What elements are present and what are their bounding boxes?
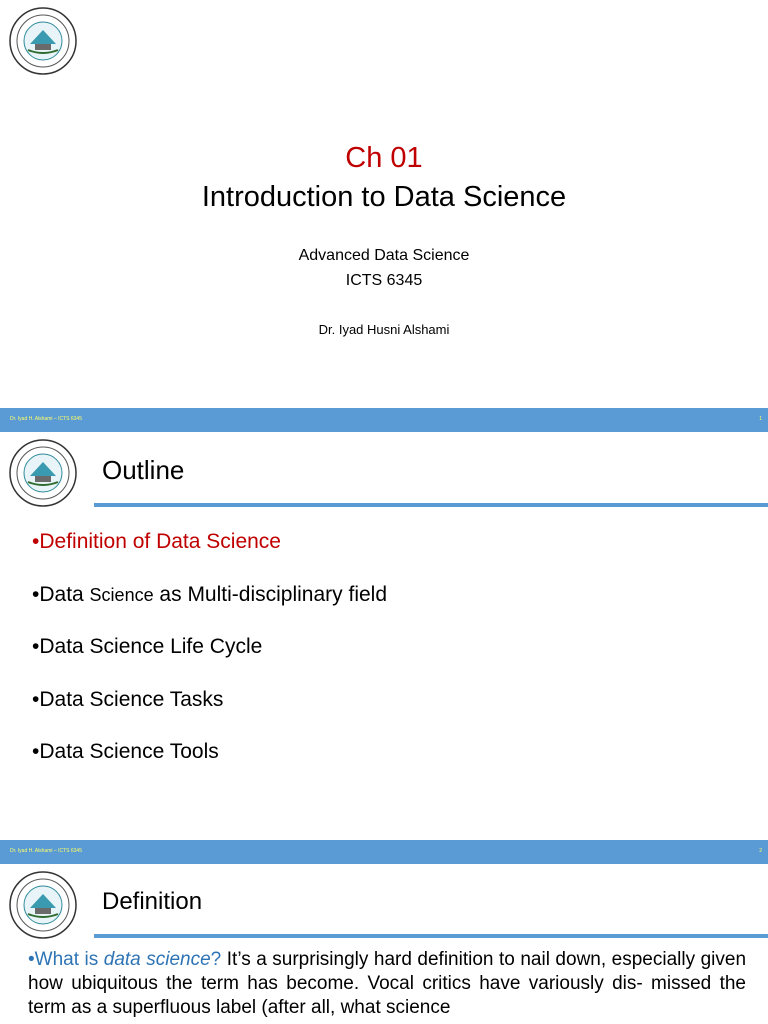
university-seal-icon <box>8 870 78 940</box>
slide-footer <box>0 840 768 864</box>
outline-item-tools: •Data Science Tools <box>32 740 219 763</box>
title-divider <box>94 503 768 507</box>
outline-item-part: as Multi-disciplinary field <box>153 583 388 606</box>
slide-1 <box>0 0 768 432</box>
course-code: ICTS 6345 <box>345 272 423 289</box>
definition-question: ? <box>210 949 222 970</box>
footer-text: Dr. Iyad H. Alshami – ICTS 6345 <box>10 848 82 854</box>
page-number: 2 <box>759 848 762 854</box>
outline-item-part: Science <box>89 585 154 605</box>
slide-footer <box>0 408 768 432</box>
outline-title: Outline <box>102 455 185 485</box>
outline-item-part: •Data <box>32 583 90 606</box>
footer-text: Dr. Iyad H. Alshami – ICTS 6345 <box>10 416 82 422</box>
definition-lead: •What is <box>28 949 104 970</box>
definition-title: Definition <box>102 888 203 915</box>
university-seal-icon <box>8 6 78 76</box>
outline-item-multidisciplinary <box>32 583 387 607</box>
definition-term: data science <box>103 949 211 970</box>
course-name: Advanced Data Science <box>298 247 470 264</box>
title-divider <box>94 934 768 938</box>
definition-body: It’s a surprisingly hard definition to nail down, especially given how ubiquitous the term has become. Vocal critics have variously dis- missed the term as a superfluous label (after all, what science <box>28 949 747 1018</box>
outline-item-life-cycle: •Data Science Life Cycle <box>32 635 263 658</box>
university-seal-icon <box>8 438 78 508</box>
chapter-label: Ch 01 <box>345 142 423 174</box>
author-name: Dr. Iyad Husni Alshami <box>318 322 450 337</box>
page-number: 1 <box>759 416 762 422</box>
outline-item-definition: •Definition of Data Science <box>32 530 281 553</box>
slide-title: Introduction to Data Science <box>201 181 567 213</box>
outline-item-tasks: •Data Science Tasks <box>32 688 224 711</box>
definition-paragraph <box>28 948 746 1020</box>
